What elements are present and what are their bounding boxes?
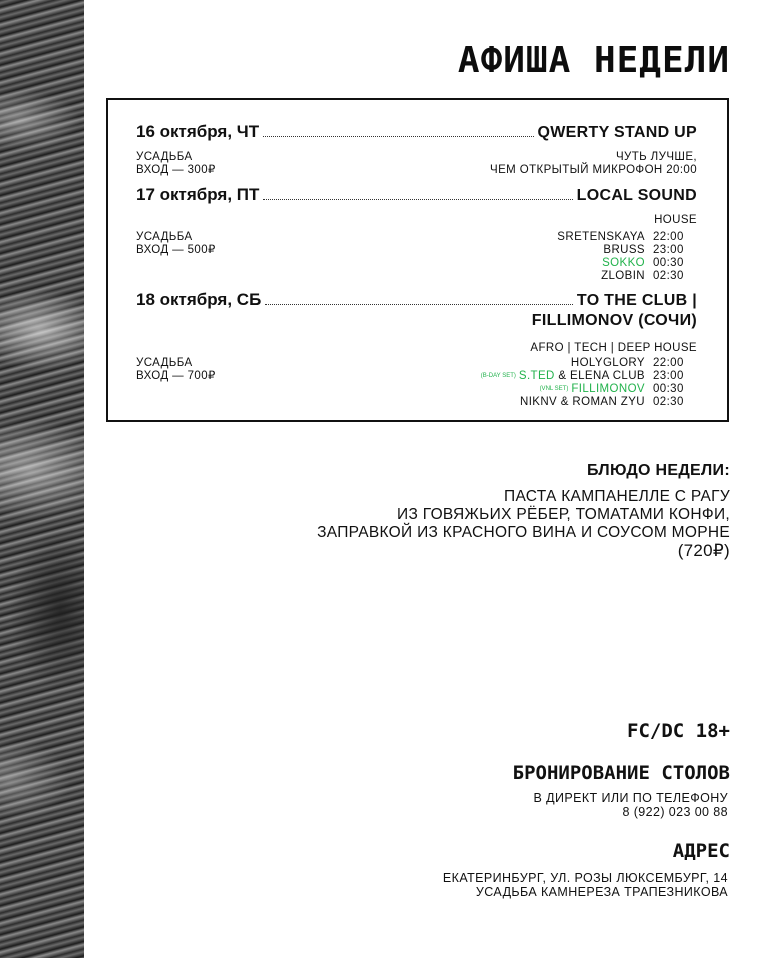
set-tag: (VNL SET) (539, 386, 569, 392)
booking-info (534, 791, 728, 819)
event-entry-price: ВХОД — 700₽ (136, 370, 216, 382)
lineup-time: 00:30 (653, 383, 684, 395)
set-tag: (B-DAY SET) (480, 373, 516, 379)
lineup-artist-highlight: S.TED (518, 370, 555, 382)
lineup-artist-row (481, 370, 645, 383)
event-description-line: ЧУТЬ ЛУЧШЕ, (615, 151, 697, 163)
event-details (136, 231, 697, 283)
dotted-leader (263, 136, 533, 137)
event-description-line: ЧЕМ ОТКРЫТЫЙ МИКРОФОН 20:00 (490, 164, 697, 176)
event-entry-price: ВХОД — 300₽ (136, 164, 216, 176)
lineup-artist-highlight: FILLIMONOV (571, 383, 645, 395)
event-genre: AFRO | TECH | DEEP HOUSE (530, 342, 697, 354)
events-schedule-box (106, 98, 729, 422)
booking-heading: БРОНИРОВАНИЕ СТОЛОВ (512, 762, 730, 784)
event-date: 17 октября, ПТ (136, 185, 260, 204)
event-card (136, 290, 697, 409)
event-name: TO THE CLUB | (576, 292, 697, 309)
event-date: 16 октября, ЧТ (136, 122, 260, 141)
dotted-leader (265, 304, 573, 305)
dish-price: (720₽) (677, 541, 730, 560)
lineup-time: 00:30 (653, 257, 684, 269)
event-card (136, 185, 697, 283)
background-photo-strip (0, 0, 84, 958)
lineup-artist-row (481, 383, 645, 396)
dish-line: ЗАПРАВКОЙ ИЗ КРАСНОГО ВИНА И СОУСОМ МОРНЕ (317, 524, 730, 541)
lineup-time: 23:00 (653, 370, 684, 382)
booking-line: В ДИРЕКТ ИЛИ ПО ТЕЛЕФОНУ (533, 791, 728, 805)
event-date: 18 октября, СБ (136, 290, 262, 309)
lineup-time: 22:00 (653, 231, 684, 243)
lineup-artist: NIKNV & ROMAN ZYU (519, 396, 645, 408)
event-venue: УСАДЬБА (136, 151, 193, 163)
lineup-time: 22:00 (653, 357, 684, 369)
lineup-artist: ZLOBIN (601, 270, 645, 282)
lineup-time: 02:30 (653, 270, 684, 282)
lineup-artist: HOLYGLORY (570, 357, 645, 369)
lineup-time: 23:00 (653, 244, 684, 256)
lineup-artist: & ELENA CLUB (558, 370, 645, 382)
event-genre: HOUSE (654, 214, 697, 226)
event-venue: УСАДЬБА (136, 357, 193, 369)
age-policy: FC/DC 18+ (627, 720, 730, 742)
page-title: АФИША НЕДЕЛИ (457, 40, 730, 81)
dotted-leader (263, 199, 572, 200)
address-info (443, 871, 728, 899)
event-lineup (481, 357, 697, 409)
booking-phone: 8 (922) 023 00 88 (622, 805, 728, 819)
dish-line: ИЗ ГОВЯЖЬИХ РЁБЕР, ТОМАТАМИ КОНФИ, (397, 506, 730, 523)
lineup-artist: BRUSS (603, 244, 645, 256)
dish-heading: БЛЮДО НЕДЕЛИ: (587, 462, 730, 479)
event-name: FILLIMONOV (СОЧИ) (531, 312, 697, 329)
event-name: LOCAL SOUND (576, 187, 697, 204)
event-header (136, 185, 697, 205)
lineup-artist: SRETENSKAYA (557, 231, 645, 243)
lineup-artist-highlight: SOKKO (602, 257, 645, 269)
address-line: УСАДЬБА КАМНЕРЕЗА ТРАПЕЗНИКОВА (475, 885, 728, 899)
dish-line: ПАСТА КАМПАНЕЛЛЕ С РАГУ (504, 488, 730, 505)
event-lineup (557, 231, 697, 283)
dish-description (317, 488, 730, 560)
event-entry-price: ВХОД — 500₽ (136, 244, 216, 256)
event-header (136, 290, 697, 310)
event-card (136, 122, 697, 177)
lineup-time: 02:30 (653, 396, 684, 408)
event-venue: УСАДЬБА (136, 231, 193, 243)
event-header (136, 122, 697, 142)
address-line: ЕКАТЕРИНБУРГ, УЛ. РОЗЫ ЛЮКСЕМБУРГ, 14 (442, 871, 728, 885)
address-heading: АДРЕС (672, 840, 730, 862)
event-name: QWERTY STAND UP (537, 124, 697, 141)
event-details (136, 151, 697, 177)
event-details (136, 357, 697, 409)
